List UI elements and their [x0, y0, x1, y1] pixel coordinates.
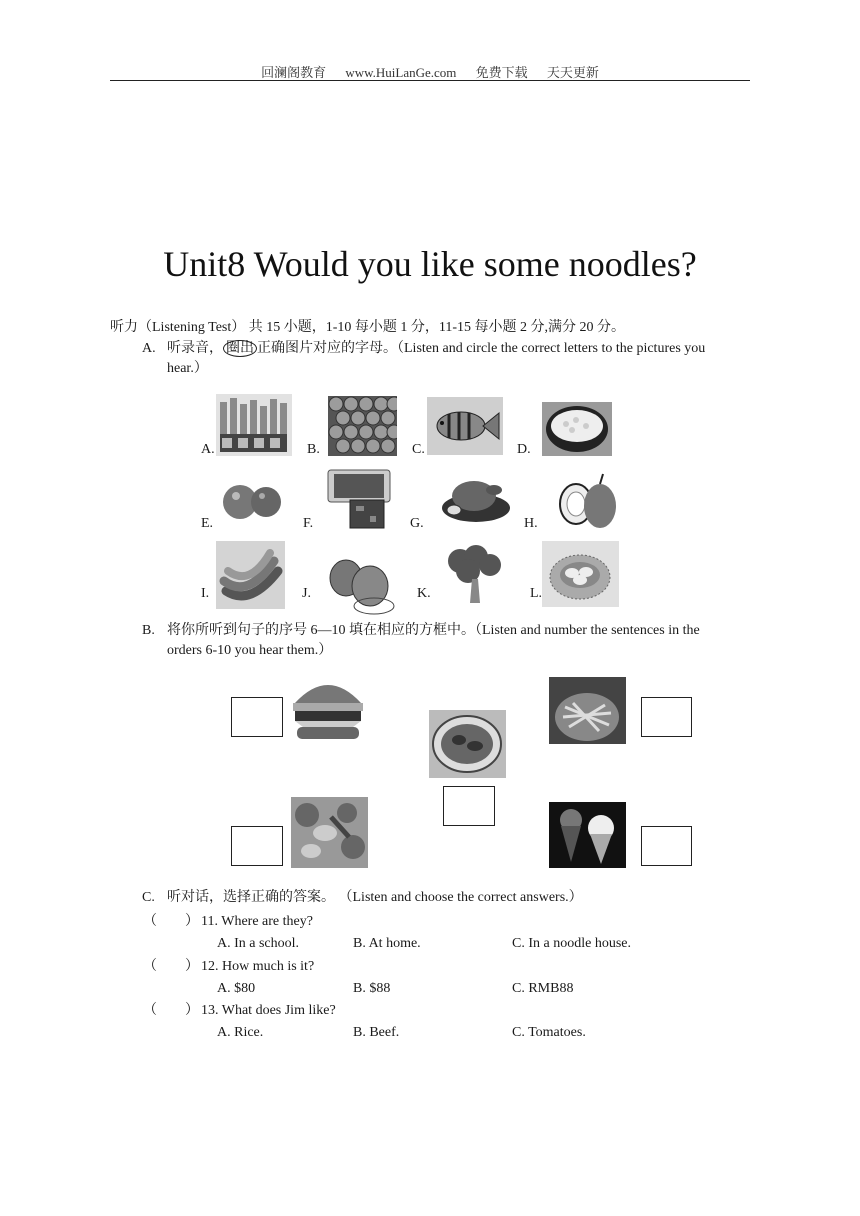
onion-icon — [550, 464, 623, 536]
page-header — [110, 62, 750, 81]
section-a-instruction-line2: hear.） — [167, 361, 208, 376]
rice-icon — [542, 402, 612, 456]
pic-letter-f: F. — [303, 516, 314, 531]
hamburger-icon — [289, 671, 367, 745]
pic-letter-d: D. — [517, 442, 531, 457]
answer-box-ice-cream[interactable] — [641, 826, 692, 866]
header-divider — [110, 80, 750, 81]
ice-cream-icon — [549, 802, 626, 868]
answer-box-noodles[interactable] — [443, 786, 495, 826]
site-name: 回澜阁教育 — [261, 65, 327, 80]
option-12-a: A. $80 — [217, 981, 256, 996]
answer-box-hamburger[interactable] — [231, 697, 283, 737]
question-12: 12. How much is it? — [201, 959, 315, 974]
option-11-b: B. At home. — [353, 936, 421, 951]
pic-letter-b: B. — [307, 442, 320, 457]
pic-letter-i: I. — [201, 586, 210, 601]
free-download: 免费下载 — [475, 65, 528, 80]
bananas-icon — [216, 541, 285, 609]
section-b-marker: B. — [142, 623, 155, 638]
pic-letter-l: L. — [530, 586, 543, 601]
section-c-instruction: 听对话，选择正确的答案。 （Listen and choose the correct answers.） — [167, 890, 583, 905]
option-13-a: A. Rice. — [217, 1025, 264, 1040]
section-b-instruction-line2: orders 6-10 you hear them.） — [167, 643, 333, 658]
answer-box-french-fries[interactable] — [641, 697, 692, 737]
option-11-c: C. In a noodle house. — [512, 936, 631, 951]
pic-letter-e: E. — [201, 516, 214, 531]
pic-letter-c: C. — [412, 442, 425, 457]
section-b-instruction: 将你所听到句子的序号 6—10 填在相应的方框中。（Listen and number the sentences in the — [167, 623, 700, 638]
pic-letter-g: G. — [410, 516, 424, 531]
listening-intro: 听力（Listening Test） 共 15 小题，1-10 每小题 1 分，11-15 每小题 2 分,满分 20 分。 — [110, 320, 626, 335]
pic-letter-k: K. — [417, 586, 431, 601]
tomatoes-icon — [216, 466, 288, 528]
chicken-icon — [436, 464, 513, 528]
pic-letter-j: J. — [302, 586, 311, 601]
question-11: 11. Where are they? — [201, 914, 313, 929]
answer-blank-12[interactable]: （ ） — [143, 959, 199, 974]
drinks-icon — [216, 394, 292, 456]
noodles-icon — [429, 710, 506, 778]
question-13: 13. What does Jim like? — [201, 1003, 336, 1018]
potatoes-icon — [322, 548, 396, 616]
site-url[interactable]: www.HuiLanGe.com — [345, 65, 457, 80]
answer-blank-13[interactable]: （ ） — [143, 1003, 199, 1018]
section-a-instruction: 听录音， 圈出 正确图片对应的字母。（Listen and circle the correct letters to the pictures you — [167, 341, 706, 356]
answer-box-vegetables[interactable] — [231, 826, 283, 866]
page-title: Unit8 Would you like some noodles? — [163, 244, 697, 284]
section-a-marker: A. — [142, 341, 156, 356]
option-12-b: B. $88 — [353, 981, 391, 996]
apples-icon — [328, 396, 397, 456]
broccoli-icon — [436, 541, 512, 606]
beef-icon — [322, 466, 394, 532]
eggs-icon — [542, 541, 619, 607]
daily-update: 天天更新 — [546, 65, 599, 80]
option-13-c: C. Tomatoes. — [512, 1025, 586, 1040]
french-fries-icon — [549, 677, 626, 744]
vegetables-icon — [291, 797, 368, 868]
fish-icon — [427, 397, 503, 455]
answer-blank-11[interactable]: （ ） — [143, 914, 199, 929]
option-13-b: B. Beef. — [353, 1025, 400, 1040]
pic-letter-a: A. — [201, 442, 215, 457]
pic-letter-h: H. — [524, 516, 538, 531]
circled-word: 圈出 — [223, 340, 257, 357]
option-11-a: A. In a school. — [217, 936, 300, 951]
section-c-marker: C. — [142, 890, 155, 905]
option-12-c: C. RMB88 — [512, 981, 574, 996]
